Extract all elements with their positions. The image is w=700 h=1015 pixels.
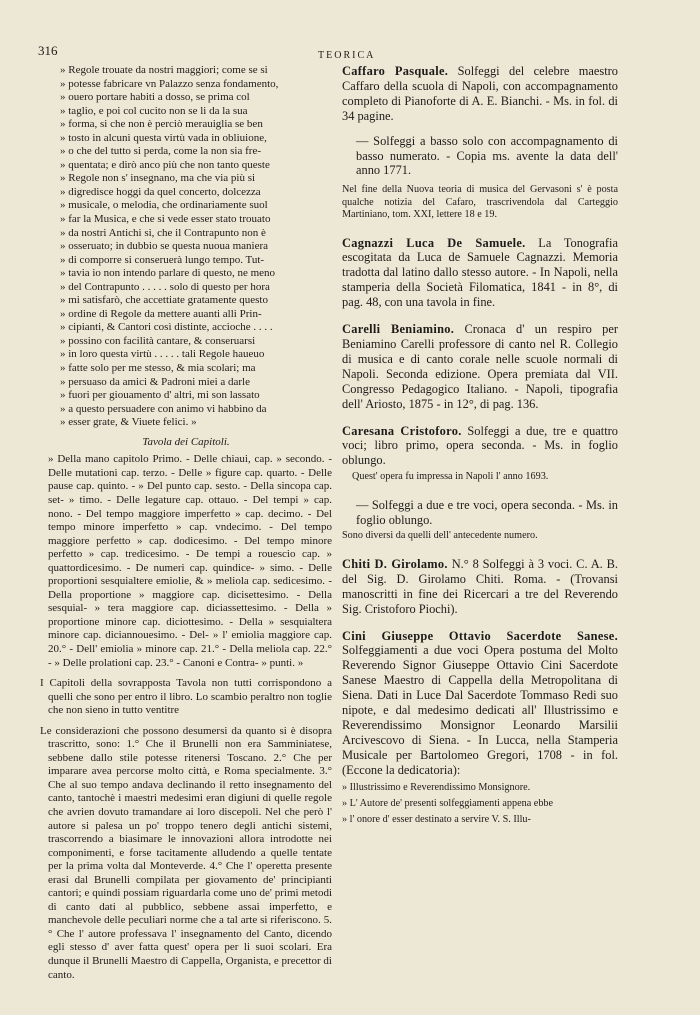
- dedication-line: » Illustrissimo e Reverendissimo Monsignore.: [342, 781, 531, 793]
- toc-title: Tavola dei Capitoli.: [142, 435, 230, 448]
- entry-note: Sono diversi da quelli dell' antecedente numero.: [342, 530, 538, 542]
- entry-author: Cini Giuseppe Ottavio Sacerdote Sanese.: [342, 628, 618, 643]
- quote-line: » di comporre si conseruerà lungo tempo. Tut-: [60, 253, 265, 266]
- right-column: [342, 64, 618, 839]
- entry-text: N.° 8 Solfeggi à 3 voci. C. A. B. del Sig. D. Girolamo Chiti. Roma. - (Trovansi manoscritti in fine dei Ricercari a tre del Reverendo Sig. Cristoforo Piochi).: [342, 556, 618, 616]
- entry-author: Caffaro Pasquale.: [342, 64, 449, 78]
- quote-line: » da nostri Antichi si, che il Contrapunto non è: [60, 226, 266, 239]
- quote-line: » digredisce hoggi da quel concerto, dolcezza: [60, 185, 261, 198]
- quote-line: » persuaso da amici & Padroni miei a darle: [60, 375, 250, 388]
- entry-author: Caresana Cristoforo.: [342, 423, 462, 438]
- quote-line: » possino con facilità cantare, & conseruarsi: [60, 334, 256, 347]
- quote-line: » ouero portare habiti a dosso, se prima col: [60, 91, 250, 104]
- entry-cini: [342, 629, 618, 827]
- quote-line: » fatte solo per me stesso, & mia scolari; ma: [60, 362, 256, 375]
- quote-line: » in loro questa virtù . . . . . tali Regole haueuo: [60, 348, 265, 361]
- quote-line: » tosto in alcuni questa virtù vada in obliuione,: [60, 131, 267, 144]
- quote-line: » potesse fabricare vn Palazzo senza fondamento,: [60, 77, 279, 90]
- entry-sub: — Solfeggi a due e tre voci, opera seconda. - Ms. in foglio oblungo.: [356, 497, 618, 527]
- quote-line: » quentata; e dirò anco più che non tanto queste: [60, 158, 270, 171]
- quote-line: » osseruato; in dubbio se questa nuoua maniera: [60, 240, 269, 253]
- entry-text: Cronaca d' un respiro per Beniamino Carelli professore di canto nel R. Collegio di musica e di canto corale nelle scuole normali di Napoli. Seconda edizione. Opera premiata dal VII. Congresso Pedagogico Italiano. - Napoli, tipografia dell' Ariosto, 1875 - in 12°, di pag. 136.: [342, 322, 618, 411]
- paragraph-capitoli: I Capitoli della sovrapposta Tavola non tutti corrispondono a quelli che sono per entro il libro. Lo scambio peraltro non toglie che non sieno in tutto ventitre: [40, 677, 332, 717]
- quote-line: » forma, si che non è perciò merauiglia se ben: [60, 118, 263, 131]
- entry-note: Quest' opera fu impressa in Napoli l' anno 1693.: [352, 471, 549, 483]
- entry-author: Cagnazzi Luca De Samuele.: [342, 235, 526, 250]
- running-head: TEORICA: [318, 50, 376, 61]
- entry-note: Nel fine della Nuova teoria di musica del Gervasoni s' è posta qualche notizia del Cafaro, trascrivendola dal Carteggio Martiniano, tom. XXI, lettere 18 e 19.: [342, 184, 618, 221]
- entry-cagnazzi: [342, 236, 618, 311]
- entry-carelli: [342, 322, 618, 411]
- quoted-preface: [60, 64, 332, 430]
- quote-line: » fuori per giouamento d' altri, mi son lassato: [60, 389, 260, 402]
- entry-sub: — Solfeggi a basso solo con accompagnamento di basso numerato. - Copia ms. avente la data dell' anno 1771.: [356, 133, 618, 178]
- quote-line: » esser grate, & Viuete felici. »: [60, 416, 197, 429]
- quote-line: » taglio, e poi col cucito non se li da la sua: [60, 104, 248, 117]
- quote-line: » tavia io non intendo parlare di questo, ne meno: [60, 267, 276, 280]
- quote-line: » a questo persuadere con animo vi habbino da: [60, 402, 267, 415]
- quote-line: » cipianti, & Cantori così distinte, accioche . . . .: [60, 321, 273, 334]
- entry-text: Solfeggi a due, tre e quattro voci; libro primo, opera seconda. - Ms. in foglio oblungo.: [342, 423, 618, 468]
- dedication-line: » l' onore d' esser destinato a servire V. S. Illu-: [342, 814, 531, 826]
- entry-caffaro: [342, 64, 618, 222]
- dedication-line: » L' Autore de' presenti solfeggiamenti appena ebbe: [342, 797, 554, 809]
- entry-text: La Tonografia escogitata da Luca de Samuele Cagnazzi. Memoria tradotta dal latino dallo stesso autore. - In Napoli, nella stamperia della Società Filomatica, 1841 - in 8°, di pag. 48, con una tavola in fine.: [342, 235, 618, 310]
- entry-text: Solfeggi del celebre maestro Caffaro della scuola di Napoli, con accompagnamento completo di Pianoforte di A. E. Bianchi. - Ms. in fol. di 34 pagine.: [342, 64, 618, 123]
- quote-line: » Regole trouate da nostri maggiori; come se si: [60, 64, 268, 76]
- left-column: [40, 64, 332, 982]
- entry-author: Carelli Beniamino.: [342, 322, 455, 337]
- quote-line: » mi satisfarò, che accettiate gratamente questo: [60, 294, 268, 307]
- quote-line: » ordine di Regole da mettere auanti alli Prin-: [60, 307, 262, 320]
- page-number: 316: [38, 43, 58, 58]
- toc-list: » Della mano capitolo Primo. - Delle chiaui, cap. » secondo. - Delle mutationi cap. terzo. - Delle » figure cap. quarto. - Delle pause cap. quinto. - » Del punto cap. sesto. - Della sincopa cap. set- » timo. - Delle legature cap. ottauo. - Del tempi » cap. nono. - Del tempo maggiore imperfetto » cap. decimo. - Del tempo minore imperfetto » cap. vndecimo. - Del tempo maggiore perfetto » cap. dodicesimo. - Del tempo minore perfetto » cap. tredicesimo. - De tempi a rouescio cap. » quattordicesimo. - De numeri cap. quindice- » simo. - Delle proportioni sesquialtere emiolie, & » meliola cap. sedicesimo. - Della proportione » maggiore cap. dicisettesimo. - Della sesquial- » tera maggiore cap. diciassettesimo. - Della » proportione minore cap. diciottesimo. - Della » sesquialtera minore cap. diciannouesimo. - Del- » l' emiolia maggiore cap. 20.° - Dell' emiolia » minore cap. 21.° - Della meliola cap. 22.° - » Delle prolationi cap. 23.° - Canoni e Contra- » punti. »: [48, 453, 332, 669]
- entry-chiti: [342, 557, 618, 617]
- entry-caresana: [342, 424, 618, 543]
- entry-author: Chiti D. Girolamo.: [342, 556, 448, 571]
- quote-line: » o che del tutto si perda, come la non sia fre-: [60, 145, 261, 158]
- paragraph-considerazioni: Le considerazioni che possono desumersi da quanto si è disopra trascritto, sono: 1.° Che il Brunelli non era Samminiatese, sebbene dallo stile potesse ritenersi Toscano. 2.° Che per imparare avea percorse molto città, e Roma specialmente. 3.° Che al suo tempo andava declinando il retto insegnamento del canto, tantochè i maestri medesimi eran digiuni di quelle regole che avrien dovuto tramandare ai loro discepoli. Nel che però l' autore si palesa un po' troppo tenero degli antichi sistemi, trascorrendo a biasimare le innovazioni allora introdotte nei componimenti, e forse tacitamente alludendo a quelle tentate per la prima volta dal Monteverde. 4.° Che l' operetta presente erasi dal Brunelli compilata per giovamento de' principianti cantori; e quindi possiam riguardarla come uno de' primi metodi di canto dati al pubblico, sebbene assai imperfetto, e manchevole delle peculiari norme che a tal arte si riferiscono. 5.° Che l' autore professava l' insegnamento del Canto, dicendo egli stesso d' aver fatta quest' opera per li suoi scolari. Era dunque il Brunelli Maestro di Cappella, Organista, e precettor di canto.: [40, 724, 332, 981]
- quote-line: » far la Musica, e che si vede esser stato trouato: [60, 213, 271, 226]
- quote-line: » del Contrapunto . . . . . solo di questo per hora: [60, 280, 270, 293]
- quote-line: » musicale, o melodia, che ordinariamente suol: [60, 199, 268, 212]
- entry-text: Solfeggiamenti a due voci Opera postuma del Molto Reverendo Signor Giuseppe Ottavio Cini Sacerdote Sanese Maestro di Cappella della Metropolitana di Siena. Dati in Luce Dal Sacerdote Tommaso Redi suo nipote, e dal medesimo dedicati all' Illustrissimo e Reverendissimo Monsignor Leonardo Marsilii Arcivescovo di Siena. - In Lucca, nella Stamperia Musicale per Bartolomeo Gregori, 1708 - in fol. (Eccone la dedicatoria):: [342, 643, 618, 777]
- quote-line: » Regole non s' insegnano, ma che via più si: [60, 172, 256, 185]
